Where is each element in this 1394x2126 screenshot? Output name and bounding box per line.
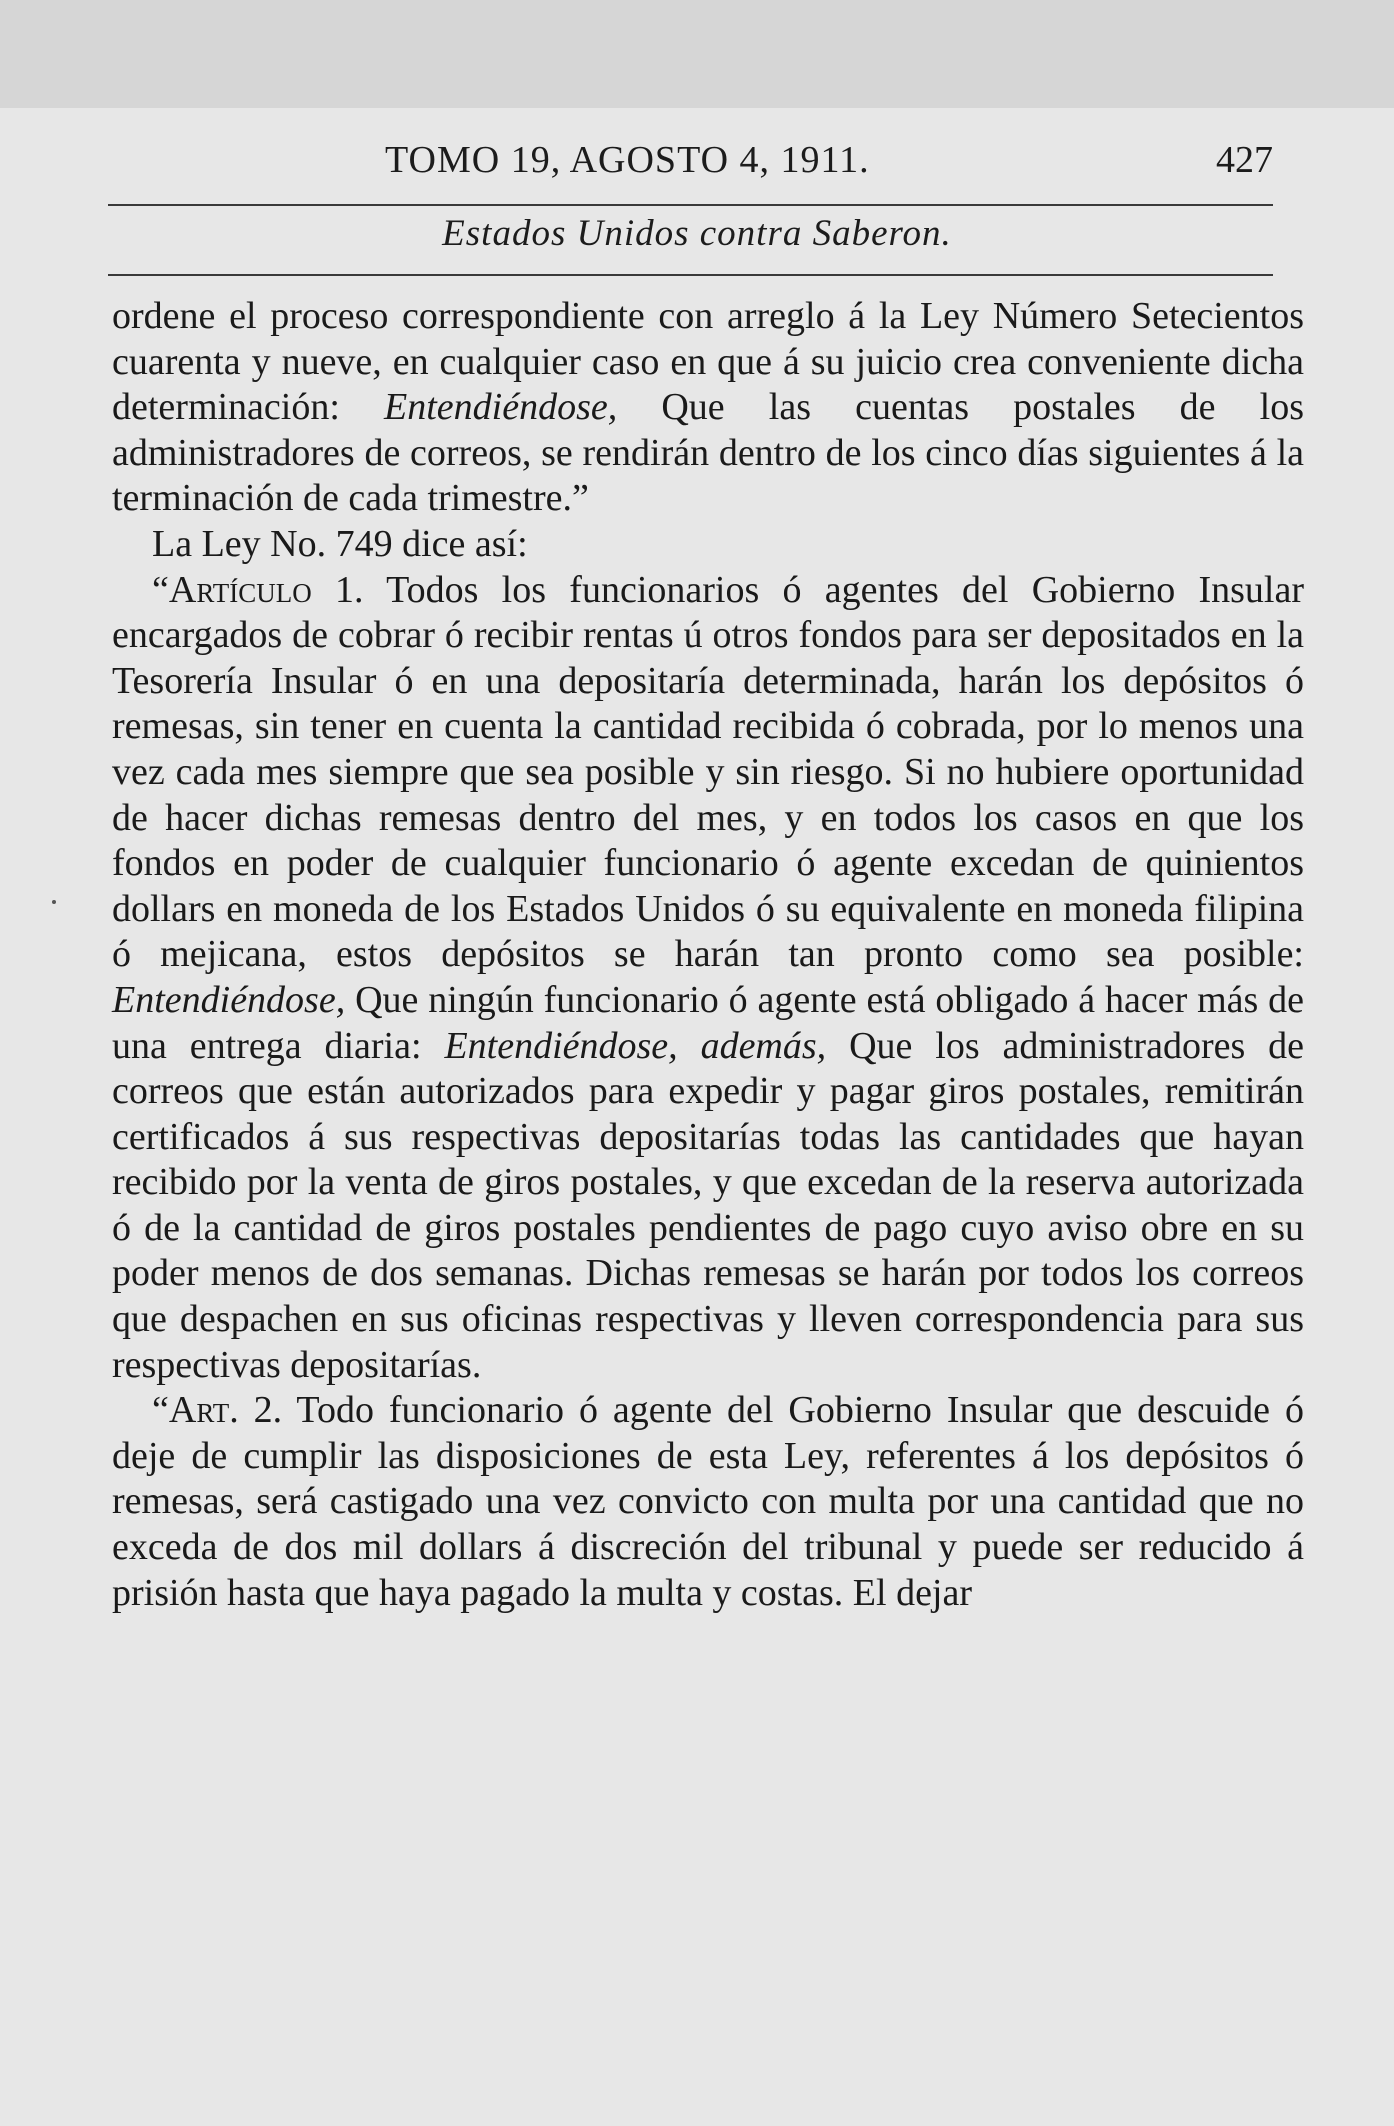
article-2-open-quote: “ <box>152 1389 169 1432</box>
paragraph-1-rest: Que las cuentas postales de los administradores de correos, se rendirán dentro de los cinco días siguientes á la terminación de cada trimestre.” <box>112 386 1304 520</box>
scan-speck <box>52 900 56 904</box>
article-1-text-c: Que los administradores de correos que están autorizados para expedir y pagar giros postales, remitirán certificados á sus respectivas depositarías todas las cantidades que hayan recibido por la venta de giros postales, y que excedan de la reserva autorizada ó de la cantidad de giros postales pendientes de pago cuyo aviso obre en su poder menos de dos semanas. Dichas remesas se harán por todos los correos que despachen en sus oficinas respectivas y lleven correspondencia para sus respectivas depositarías. <box>112 1024 1305 1386</box>
case-title: Estados Unidos contra Saberon. <box>442 213 952 254</box>
header-rule-top <box>108 204 1273 206</box>
page-number: 427 <box>1216 139 1273 181</box>
paragraph-2: La Ley No. 749 dice así: <box>152 522 528 565</box>
article-1-text-b: Que ningún funcionario ó agente está obligado á hacer más de una entrega diaria: <box>112 978 1305 1067</box>
article-2 <box>112 1388 1304 1616</box>
article-1-emphasis-1: Entendiéndose, <box>112 978 346 1021</box>
article-1-label: Artículo 1. <box>168 568 364 611</box>
body-text <box>112 294 1304 1616</box>
paragraph-1-emphasis: Entendiéndose, <box>384 386 618 429</box>
page-header <box>108 128 1273 198</box>
article-1 <box>112 568 1304 1389</box>
article-2-text: Todo funcionario ó agente del Gobierno Insular que descuide ó deje de cumplir las disposiciones de esta Ley, referentes á los depósitos ó remesas, será castigado una vez convicto con multa por una cantidad que no exceda de dos mil dollars á discreción del tribunal y puede ser reducido á prisión hasta que haya pagado la multa y costas. El dejar <box>112 1389 1304 1614</box>
running-head: TOMO 19, AGOSTO 4, 1911. <box>385 139 870 181</box>
article-2-label: Art. 2. <box>168 1389 283 1432</box>
paragraph-1-text: ordene el proceso correspondiente con arreglo á la Ley Número Setecientos cuarenta y nueve, en cualquier caso en que á su juicio crea conveniente dicha determinación: <box>112 295 1304 429</box>
scan-margin <box>0 0 1394 108</box>
paragraph-1 <box>112 294 1304 522</box>
article-1-text-a: Todos los funcionarios ó agentes del Gobierno Insular encargados de cobrar ó recibir rentas ú otros fondos para ser depositados en la Tesorería Insular ó en una depositaría determinada, harán los depósitos ó remesas, sin tener en cuenta la cantidad recibida ó cobrada, por lo menos una vez cada mes siempre que sea posible y sin riesgo. Si no hubiere oportunidad de hacer dichas remesas dentro del mes, y en todos los casos en que los fondos en poder de cualquier funcionario ó agente excedan de quinientos dollars en moneda de los Estados Unidos ó su equivalente en moneda filipina ó mejicana, estos depósitos se harán tan pronto como sea posible: <box>112 568 1305 976</box>
article-1-emphasis-2: Entendiéndose, además, <box>444 1024 827 1067</box>
article-1-open-quote: “ <box>152 568 169 611</box>
header-rule-bottom <box>108 274 1273 276</box>
